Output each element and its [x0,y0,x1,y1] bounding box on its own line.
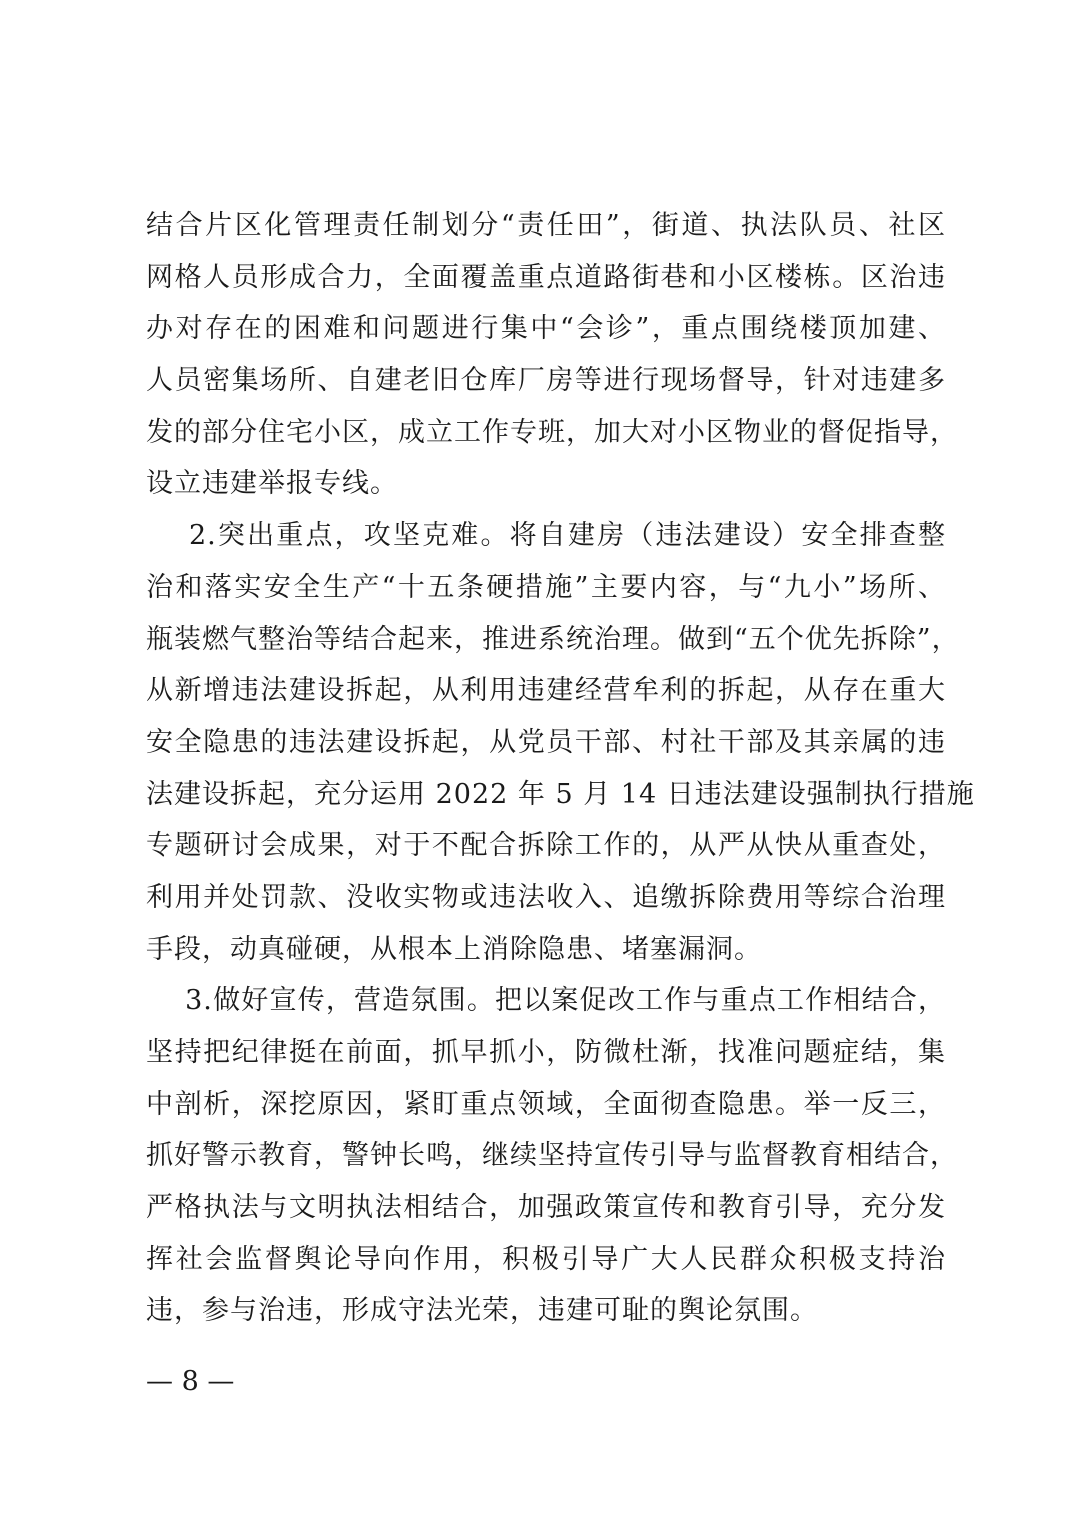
text-line: 结合片区化管理责任制划分“责任田”，街道、执法队员、社区 [146,210,946,241]
text-line: 挥社会监督舆论导向作用，积极引导广大人民群众积极支持治 [146,1243,946,1275]
text-line: 专题研讨会成果，对于不配合拆除工作的，从严从快从重查处， [146,830,946,862]
page-number: — 8 — [146,1366,235,1397]
text-line: 手段，动真碰硬，从根本上消除隐患、堵塞漏洞。 [146,933,762,965]
text-line: 2.突出重点，攻坚克难。将自建房（违法建设）安全排查整 [146,520,946,552]
text-line: 安全隐患的违法建设拆起，从党员干部、村社干部及其亲属的违 [146,726,946,758]
text-line: 严格执法与文明执法相结合，加强政策宣传和教育引导，充分发 [146,1192,946,1224]
body-text [146,200,975,1337]
text-line: 网格人员形成合力，全面覆盖重点道路街巷和小区楼栋。区治违 [146,261,946,293]
text-line: 3.做好宣传，营造氛围。把以案促改工作与重点工作相结合， [146,985,946,1017]
text-line: 法建设拆起，充分运用 2022 年 5 月 14 日违法建设强制执行措施 [146,778,975,810]
text-line: 瓶装燃气整治等结合起来，推进系统治理。做到“五个优先拆除”， [146,623,960,655]
text-line: 利用并处罚款、没收实物或违法收入、追缴拆除费用等综合治理 [146,881,946,913]
text-line: 发的部分住宅小区，成立工作专班，加大对小区物业的督促指导， [146,416,958,448]
text-line: 设立违建举报专线。 [146,468,398,500]
text-line: 违，参与治违，形成守法光荣，违建可耻的舆论氛围。 [146,1295,818,1327]
text-line: 人员密集场所、自建老旧仓库厂房等进行现场督导，针对违建多 [146,365,946,397]
text-line: 坚持把纪律挺在前面，抓早抓小，防微杜渐，找准问题症结，集 [146,1037,946,1068]
text-line: 从新增违法建设拆起，从利用违建经营牟利的拆起，从存在重大 [146,675,946,707]
text-line: 办对存在的困难和问题进行集中“会诊”，重点围绕楼顶加建、 [146,313,946,345]
text-line: 治和落实安全生产“十五条硬措施”主要内容，与“九小”场所、 [146,571,946,603]
text-line: 抓好警示教育，警钟长鸣，继续坚持宣传引导与监督教育相结合， [146,1140,958,1172]
text-line: 中剖析，深挖原因，紧盯重点领域，全面彻查隐患。举一反三， [146,1088,946,1120]
